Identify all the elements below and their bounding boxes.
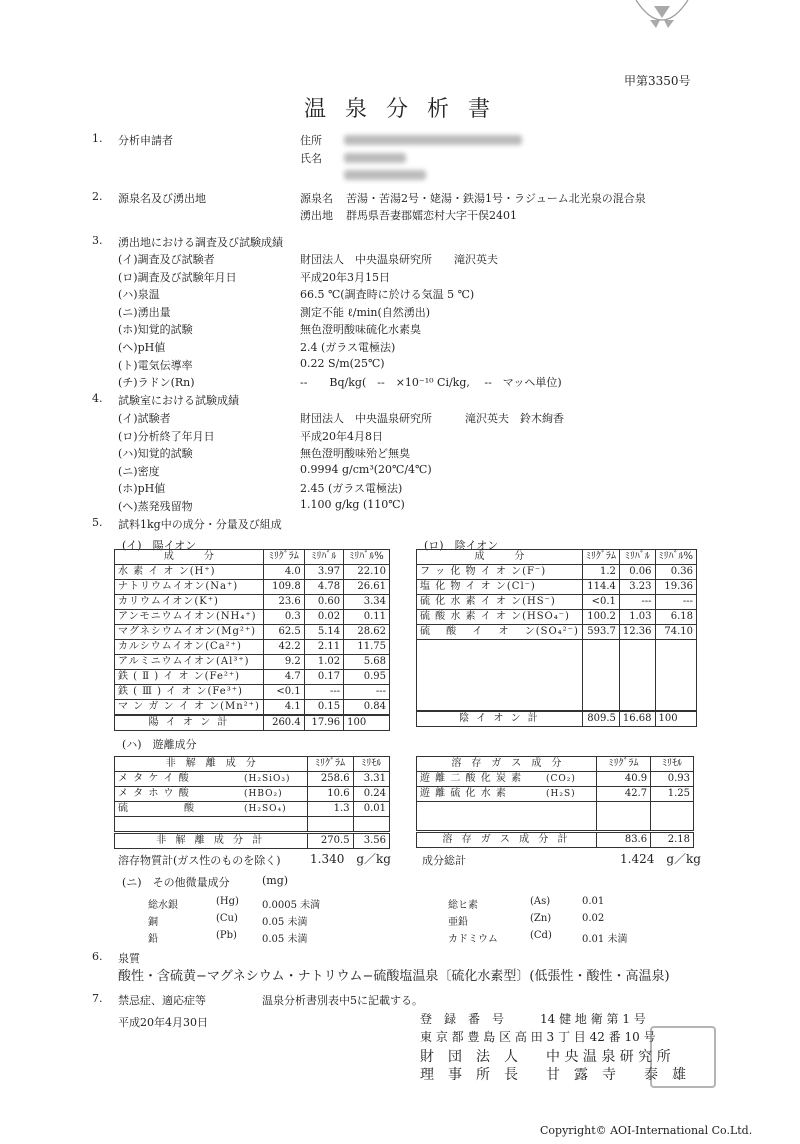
component-name: メ タ ホ ウ 酸 xyxy=(115,787,242,802)
component-name: 硫 酸 水 素 イ オ ン(HSO₄⁻) xyxy=(417,610,583,625)
s3-item-label: (チ)ラドン(Rn) xyxy=(118,376,195,390)
section-4-number: 4. xyxy=(92,392,103,405)
empty-cell xyxy=(596,802,650,817)
trace-cell: 亜鉛 xyxy=(448,917,468,928)
empty-row xyxy=(417,654,697,668)
component-value: 1.3 xyxy=(307,802,353,817)
component-name: フ ッ 化 物 イ オ ン(F⁻) xyxy=(417,565,583,580)
location-value: 群馬県吾妻郡嬬恋村大字干俣2401 xyxy=(346,209,517,222)
trace-cell: 0.05 未満 xyxy=(262,917,308,928)
s4-item-value: 平成20年4月8日 xyxy=(300,429,383,443)
s3-item-label: (ニ)湧出量 xyxy=(118,305,171,319)
s4-item-label: (ホ)pH値 xyxy=(118,482,166,496)
trace-cell: 0.05 未満 xyxy=(262,934,308,945)
table-row xyxy=(115,700,390,716)
table-header-row xyxy=(417,550,697,565)
column-header: ﾐﾘｸﾞﾗﾑ xyxy=(596,757,650,772)
trace-cell: (Zn) xyxy=(530,913,552,924)
s4-item-value: 0.9994 g/cm³(20℃/4℃) xyxy=(300,462,432,476)
component-value: 26.61 xyxy=(344,580,390,595)
component-value: 3.97 xyxy=(304,565,343,580)
section-3-number: 3. xyxy=(92,234,103,247)
section-2-number: 2. xyxy=(92,190,103,203)
total-value: 100 xyxy=(344,715,390,731)
component-value: 12.36 xyxy=(619,625,655,640)
empty-row xyxy=(417,640,697,655)
empty-cell xyxy=(417,654,583,668)
component-value: 0.36 xyxy=(655,565,697,580)
s3-item-label: (イ)調査及び試験者 xyxy=(118,253,215,266)
table-header-row xyxy=(115,550,390,565)
section-6-label: 泉質 xyxy=(118,952,140,965)
doc-number: 甲第3350号 xyxy=(624,74,691,88)
component-name: マ ン ガ ン イ オ ン(Mn²⁺) xyxy=(115,700,264,716)
table-row xyxy=(115,640,390,655)
empty-cell xyxy=(241,817,307,833)
total-value: 809.5 xyxy=(582,711,619,727)
table-row xyxy=(417,595,697,610)
trace-cell: カドミウム xyxy=(448,934,498,945)
total-row xyxy=(115,833,390,849)
empty-row xyxy=(417,816,694,832)
trace-cell: (Cu) xyxy=(216,913,238,924)
total-components-label: 成分総計 xyxy=(422,854,466,867)
component-value: 2.11 xyxy=(304,640,343,655)
total-label: 陰 イ オ ン 計 xyxy=(417,711,583,727)
component-value: 0.60 xyxy=(304,595,343,610)
column-header: ﾐﾘｸﾞﾗﾑ xyxy=(263,550,304,565)
table-row xyxy=(417,565,697,580)
total-value: 17.96 xyxy=(304,715,343,731)
s4-item-label: (ニ)密度 xyxy=(118,464,160,478)
empty-cell xyxy=(655,640,697,655)
trace-cell: 総ヒ素 xyxy=(448,900,478,911)
component-name: 硫 酸 xyxy=(115,802,242,817)
cation-table xyxy=(114,549,390,731)
component-name: 硫 酸 イ オ ン(SO₄²⁻) xyxy=(417,625,583,640)
trace-cell: 鉛 xyxy=(148,934,158,945)
s4-item-value: 1.100 g/kg (110℃) xyxy=(300,498,405,511)
empty-row xyxy=(417,682,697,696)
component-name: 鉄 ( Ⅱ ) イ オ ン(Fe²⁺) xyxy=(115,670,264,685)
issue-date: 平成20年4月30日 xyxy=(118,1016,208,1029)
empty-cell xyxy=(417,668,583,682)
trace-cell: (Cd) xyxy=(530,930,552,941)
table-row xyxy=(115,685,390,700)
table-row xyxy=(115,595,390,610)
component-name: 硫 化 水 素 イ オ ン(HS⁻) xyxy=(417,595,583,610)
component-name: 遊 離 二 酸 化 炭 素 xyxy=(417,772,544,787)
s3-item-label: (ト)電気伝導率 xyxy=(118,358,193,372)
section-5-label: 試料1kg中の成分・分量及び組成 xyxy=(118,518,282,531)
component-formula: (CO₂) xyxy=(543,772,596,787)
total-value: 83.6 xyxy=(596,832,650,848)
total-value: 2.18 xyxy=(651,832,694,848)
s3-item-label: (ホ)知覚的試験 xyxy=(118,323,193,337)
s4-item-value: 2.45 (ガラス電極法) xyxy=(300,482,403,496)
component-name: カリウムイオン(K⁺) xyxy=(115,595,264,610)
column-header: ﾐﾘﾊﾞﾙ% xyxy=(655,550,697,565)
official-seal-icon xyxy=(650,1026,716,1088)
component-name: アンモニウムイオン(NH₄⁺) xyxy=(115,610,264,625)
redacted-representative xyxy=(344,168,426,181)
component-value: 3.23 xyxy=(619,580,655,595)
column-header: ﾐﾘｸﾞﾗﾑ xyxy=(582,550,619,565)
trace-cell: 0.01 xyxy=(582,896,605,907)
component-value: 62.5 xyxy=(263,625,304,640)
column-header: ﾐﾘﾊﾞﾙ xyxy=(304,550,343,565)
component-value: 5.14 xyxy=(304,625,343,640)
empty-cell xyxy=(651,802,694,817)
total-value: 16.68 xyxy=(619,711,655,727)
total-value: 3.56 xyxy=(353,833,389,849)
column-header: ﾐﾘﾊﾞﾙ xyxy=(619,550,655,565)
component-name: 遊 離 硫 化 水 素 xyxy=(417,787,544,802)
empty-cell xyxy=(582,682,619,696)
component-value: 28.62 xyxy=(344,625,390,640)
component-value: 0.95 xyxy=(344,670,390,685)
empty-cell xyxy=(596,816,650,832)
source-name: 苦湯・苦湯2号・姥湯・鉄湯1号・ラジューム北光泉の混合泉 xyxy=(346,192,646,205)
director-name: 理 事 所 長 甘 露 寺 泰 雄 xyxy=(420,1067,686,1083)
empty-cell xyxy=(655,654,697,668)
empty-cell xyxy=(655,668,697,682)
trace-cell: (Hg) xyxy=(216,896,239,907)
total-value: 100 xyxy=(655,711,697,727)
empty-row xyxy=(417,696,697,711)
anion-table xyxy=(416,549,697,727)
component-value: 0.01 xyxy=(353,802,389,817)
copyright: Copyright© AOI-International Co.Ltd. xyxy=(540,1124,753,1137)
trace-cell: 0.01 未満 xyxy=(582,934,628,945)
name-label: 氏名 xyxy=(300,152,322,165)
total-row xyxy=(417,711,697,727)
component-name: 水 素 イ オ ン(H⁺) xyxy=(115,565,264,580)
table-row xyxy=(115,580,390,595)
column-header: 溶 存 ガ ス 成 分 xyxy=(417,757,597,772)
table-header-row xyxy=(115,757,390,772)
component-value: 5.68 xyxy=(344,655,390,670)
location-label: 湧出地 xyxy=(300,209,333,222)
component-name: メ タ ケ イ 酸 xyxy=(115,772,242,787)
empty-cell xyxy=(417,696,583,711)
empty-cell xyxy=(582,668,619,682)
trace-cell: 0.02 xyxy=(582,913,605,924)
s3-item-value: 66.5 ℃(調査時に於ける気温 5 ℃) xyxy=(300,288,475,302)
column-header: ﾐﾘｸﾞﾗﾑ xyxy=(307,757,353,772)
component-value: 23.6 xyxy=(263,595,304,610)
component-value: 1.03 xyxy=(619,610,655,625)
component-value: 0.15 xyxy=(304,700,343,716)
component-value: 42.2 xyxy=(263,640,304,655)
component-name: 塩 化 物 イ オ ン(Cl⁻) xyxy=(417,580,583,595)
empty-cell xyxy=(619,640,655,655)
registration-number: 登 録 番 号 14 健 地 衛 第 1 号 xyxy=(420,1012,646,1026)
s3-item-label: (ヘ)pH値 xyxy=(118,341,166,354)
empty-cell xyxy=(619,654,655,668)
component-value: 100.2 xyxy=(582,610,619,625)
empty-cell xyxy=(582,654,619,668)
table-row xyxy=(115,787,390,802)
address-label: 住所 xyxy=(300,134,322,147)
component-value: <0.1 xyxy=(582,595,619,610)
empty-cell xyxy=(115,817,242,833)
trace-cell: (As) xyxy=(530,896,551,907)
component-name: ナトリウムイオン(Na⁺) xyxy=(115,580,264,595)
empty-cell xyxy=(655,682,697,696)
redacted-address xyxy=(344,133,522,146)
component-value: 1.25 xyxy=(651,787,694,802)
component-formula: (HBO₂) xyxy=(241,787,307,802)
table-row xyxy=(115,565,390,580)
component-formula: (H₂S) xyxy=(543,787,596,802)
table-row xyxy=(115,772,390,787)
empty-cell xyxy=(582,696,619,711)
s3-item-value: 無色澄明酸味硫化水素臭 xyxy=(300,323,421,337)
s4-item-value: 財団法人 中央温泉研究所 滝沢英夫 鈴木絢香 xyxy=(300,412,564,425)
component-formula: (H₂SiO₃) xyxy=(241,772,307,787)
s4-item-label: (ロ)分析終了年月日 xyxy=(118,429,215,443)
component-value: 11.75 xyxy=(344,640,390,655)
column-header: ﾐﾘﾓﾙ xyxy=(651,757,694,772)
dissolved-substance-value: 1.340 g／kg xyxy=(310,852,391,866)
component-value: 10.6 xyxy=(307,787,353,802)
column-header: ﾐﾘﾊﾞﾙ% xyxy=(344,550,390,565)
table-row xyxy=(115,610,390,625)
trace-unit: (mg) xyxy=(262,874,289,887)
component-value: 4.7 xyxy=(263,670,304,685)
column-header: 成 分 xyxy=(417,550,583,565)
component-value: 4.0 xyxy=(263,565,304,580)
cation-title: (イ) 陽イオン xyxy=(122,539,197,552)
anion-title: (ロ) 陰イオン xyxy=(424,539,499,552)
component-value: 4.1 xyxy=(263,700,304,716)
trace-cell: 銅 xyxy=(148,917,158,928)
empty-cell xyxy=(353,817,389,833)
section-6-number: 6. xyxy=(92,950,103,963)
component-name: 鉄 ( Ⅲ ) イ オ ン(Fe³⁺) xyxy=(115,685,264,700)
column-header: ﾐﾘﾓﾙ xyxy=(353,757,389,772)
empty-cell xyxy=(417,802,544,817)
component-value: 3.34 xyxy=(344,595,390,610)
empty-cell xyxy=(619,696,655,711)
empty-cell xyxy=(655,696,697,711)
institute-address: 東 京 都 豊 島 区 高 田 3 丁 目 42 番 10 号 xyxy=(420,1030,656,1044)
component-value: 114.4 xyxy=(582,580,619,595)
component-value: 6.18 xyxy=(655,610,697,625)
column-header: 非 解 離 成 分 xyxy=(115,757,308,772)
trace-cell: (Pb) xyxy=(216,930,237,941)
empty-cell xyxy=(307,817,353,833)
component-value: 19.36 xyxy=(655,580,697,595)
trace-cell: 総水銀 xyxy=(148,900,178,911)
empty-row xyxy=(417,668,697,682)
section-1-number: 1. xyxy=(92,132,103,145)
empty-cell xyxy=(417,640,583,655)
component-value: 22.10 xyxy=(344,565,390,580)
s3-item-value: -- Bq/kg( -- ×10⁻¹⁰ Ci/kg, -- マッヘ単位) xyxy=(300,376,562,390)
component-value: 0.84 xyxy=(344,700,390,716)
dissolved-substance-label: 溶存物質計(ガス性のものを除く) xyxy=(118,854,281,867)
s3-item-value: 2.4 (ガラス電極法) xyxy=(300,341,396,354)
total-components-value: 1.424 g／kg xyxy=(620,852,701,866)
component-formula: (H₂SO₄) xyxy=(241,802,307,817)
table-row xyxy=(417,610,697,625)
s4-item-label: (ヘ)蒸発残留物 xyxy=(118,500,193,513)
s3-item-value: 測定不能 ℓ/min(自然湧出) xyxy=(300,305,431,319)
table-header-row xyxy=(417,757,694,772)
component-value: 74.10 xyxy=(655,625,697,640)
component-name: カルシウムイオン(Ca²⁺) xyxy=(115,640,264,655)
empty-cell xyxy=(619,682,655,696)
redacted-name xyxy=(344,151,406,164)
section-7-value: 温泉分析書別表中5に記載する。 xyxy=(262,994,423,1007)
table-row xyxy=(417,772,694,787)
component-value: 593.7 xyxy=(582,625,619,640)
component-value: --- xyxy=(344,685,390,700)
empty-row xyxy=(115,817,390,833)
total-value: 260.4 xyxy=(263,715,304,731)
total-label: 非 解 離 成 分 計 xyxy=(115,833,308,849)
trace-title: (ニ) その他微量成分 xyxy=(122,876,230,889)
spring-quality: 酸性・含硫黄−マグネシウム・ナトリウム−硫酸塩温泉〔硫化水素型〕(低張性・酸性・高温泉) xyxy=(118,969,670,984)
section-7-label: 禁忌症、適応症等 xyxy=(118,994,206,1007)
section-3-label: 湧出地における調査及び試験成績 xyxy=(118,236,283,249)
s3-item-value: 0.22 S/m(25℃) xyxy=(300,356,385,370)
empty-cell xyxy=(582,640,619,655)
component-name: アルミニウムイオン(Al³⁺) xyxy=(115,655,264,670)
component-value: 4.78 xyxy=(304,580,343,595)
component-value: 0.06 xyxy=(619,565,655,580)
radiation-stamp-icon xyxy=(632,0,692,32)
component-value: 258.6 xyxy=(307,772,353,787)
total-row xyxy=(115,715,390,731)
component-value: 42.7 xyxy=(596,787,650,802)
empty-row xyxy=(417,802,694,817)
table-row xyxy=(115,670,390,685)
institute-name: 財 団 法 人 中 央 温 泉 研 究 所 xyxy=(420,1049,671,1065)
trace-cell: 0.0005 未満 xyxy=(262,900,321,911)
component-value: 1.02 xyxy=(304,655,343,670)
table-row xyxy=(417,787,694,802)
component-value: 0.11 xyxy=(344,610,390,625)
component-value: --- xyxy=(655,595,697,610)
section-7-number: 7. xyxy=(92,992,103,1005)
component-value: 0.17 xyxy=(304,670,343,685)
source-label: 源泉名 xyxy=(300,192,333,205)
total-label: 陽 イ オ ン 計 xyxy=(115,715,264,731)
table-row xyxy=(417,625,697,640)
component-value: 1.2 xyxy=(582,565,619,580)
page-title: 温 泉 分 析 書 xyxy=(304,97,496,122)
component-value: 0.24 xyxy=(353,787,389,802)
component-value: --- xyxy=(304,685,343,700)
table-row xyxy=(417,580,697,595)
total-label: 溶 存 ガ ス 成 分 計 xyxy=(417,832,597,848)
free-components-title: (ハ) 遊離成分 xyxy=(122,738,197,751)
component-value: 9.2 xyxy=(263,655,304,670)
section-2-label: 源泉名及び湧出地 xyxy=(118,192,206,205)
table-row xyxy=(115,802,390,817)
s4-item-label: (イ)試験者 xyxy=(118,412,171,425)
column-header: 成 分 xyxy=(115,550,264,565)
s4-item-value: 無色澄明酸味殆ど無臭 xyxy=(300,447,410,461)
component-value: <0.1 xyxy=(263,685,304,700)
s3-item-value: 平成20年3月15日 xyxy=(300,270,390,284)
empty-cell xyxy=(417,816,544,832)
empty-cell xyxy=(417,682,583,696)
s4-item-label: (ハ)知覚的試験 xyxy=(118,447,193,461)
s3-item-label: (ロ)調査及び試験年月日 xyxy=(118,270,237,284)
component-value: 0.93 xyxy=(651,772,694,787)
component-name: マグネシウムイオン(Mg²⁺) xyxy=(115,625,264,640)
table-row xyxy=(115,655,390,670)
total-value: 270.5 xyxy=(307,833,353,849)
component-value: 40.9 xyxy=(596,772,650,787)
dissolved-gas-table xyxy=(416,756,694,848)
section-1-label: 分析申請者 xyxy=(118,134,173,147)
component-value: --- xyxy=(619,595,655,610)
component-value: 109.8 xyxy=(263,580,304,595)
total-row xyxy=(417,832,694,848)
component-value: 3.31 xyxy=(353,772,389,787)
empty-cell xyxy=(619,668,655,682)
table-row xyxy=(115,625,390,640)
undissociated-table xyxy=(114,756,390,849)
s3-item-label: (ハ)泉温 xyxy=(118,288,160,302)
section-5-number: 5. xyxy=(92,516,103,529)
empty-cell xyxy=(651,816,694,832)
component-value: 0.02 xyxy=(304,610,343,625)
section-4-label: 試験室における試験成績 xyxy=(118,394,239,407)
empty-cell xyxy=(543,802,596,817)
component-value: 0.3 xyxy=(263,610,304,625)
s3-item-value: 財団法人 中央温泉研究所 滝沢英夫 xyxy=(300,253,498,266)
empty-cell xyxy=(543,816,596,832)
